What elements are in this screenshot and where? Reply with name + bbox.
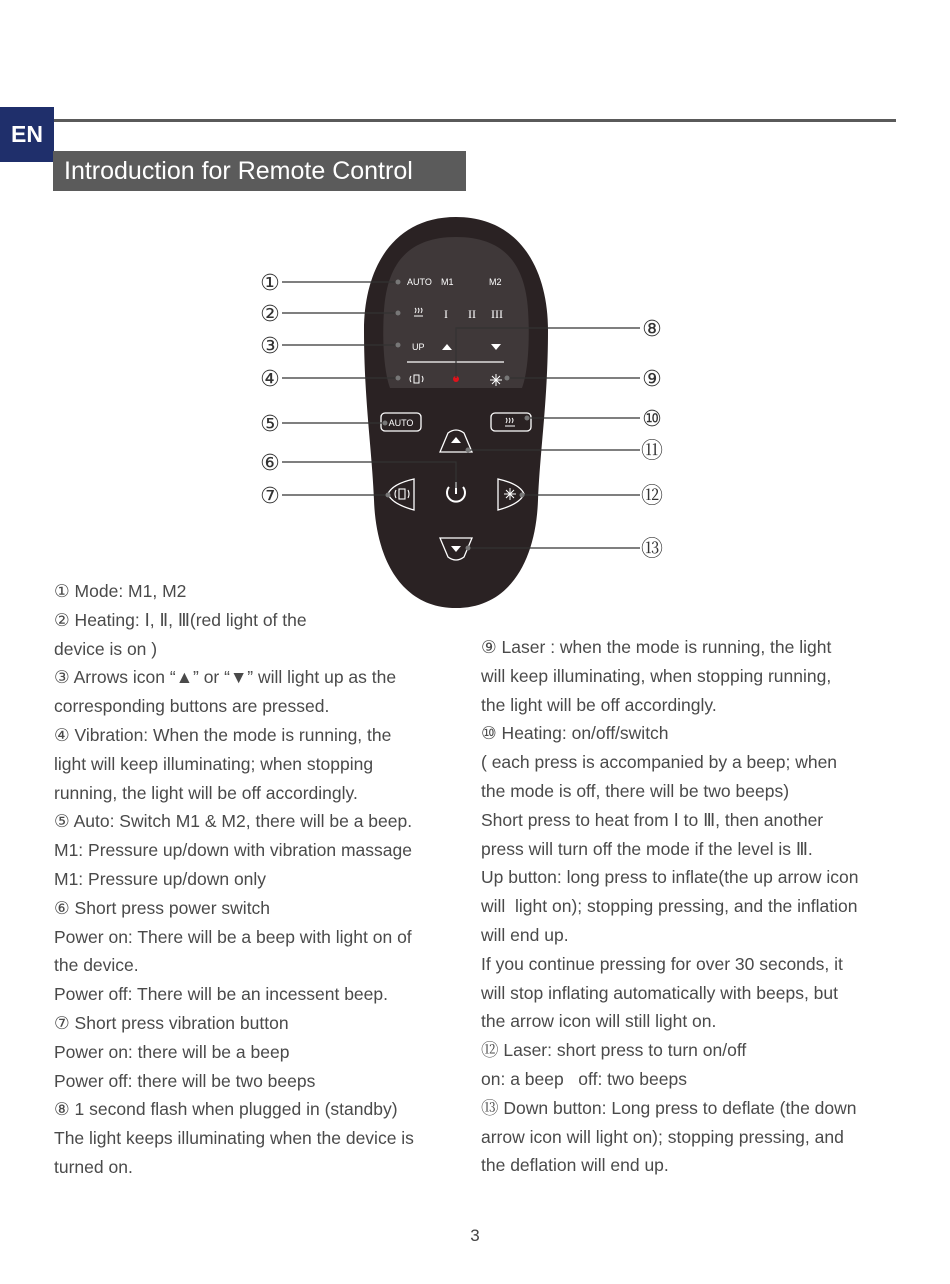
text-line: Up button: long press to inflate(the up arrow icon bbox=[481, 867, 859, 888]
text-line: light will keep illuminating; when stopping bbox=[54, 753, 374, 774]
language-tab: EN bbox=[0, 107, 54, 162]
callout-8: ⑧ bbox=[642, 317, 662, 342]
page-number: 3 bbox=[470, 1226, 480, 1245]
heat-button[interactable] bbox=[491, 413, 531, 431]
text-line: The light keeps illuminating when the device is bbox=[54, 1128, 414, 1149]
screen-auto-label: AUTO bbox=[407, 277, 432, 287]
callout-11: ⑪ bbox=[640, 439, 664, 464]
text-line: press will turn off the mode if the level is Ⅲ. bbox=[481, 838, 813, 859]
left-description-column bbox=[54, 577, 464, 1182]
text-line: device is on ) bbox=[54, 638, 158, 659]
text-line: ⑤ Auto: Switch M1 & M2, there will be a beep. bbox=[54, 811, 413, 832]
remote-diagram bbox=[0, 0, 950, 620]
text-line: ⑩ Heating: on/off/switch bbox=[481, 723, 669, 744]
text-line: ④ Vibration: When the mode is running, the bbox=[54, 724, 392, 745]
screen-level-1: I bbox=[444, 307, 448, 321]
screen-m1-label: M1 bbox=[441, 277, 454, 287]
text-line: the light will be off accordingly. bbox=[481, 694, 717, 715]
callout-4: ④ bbox=[260, 367, 280, 392]
text-line: on: a beep off: two beeps bbox=[481, 1068, 687, 1089]
text-line: M1: Pressure up/down only bbox=[54, 868, 267, 889]
text-line: ⑬ Down button: Long press to deflate (the down bbox=[481, 1097, 857, 1118]
callout-1: ① bbox=[260, 271, 280, 296]
screen-up-label: UP bbox=[412, 342, 425, 352]
callout-7: ⑦ bbox=[260, 484, 280, 509]
text-line: will end up. bbox=[481, 924, 569, 945]
callout-5: ⑤ bbox=[260, 412, 280, 437]
text-line: ② Heating: Ⅰ, Ⅱ, Ⅲ(red light of the bbox=[54, 609, 307, 630]
text-line: ① Mode: M1, M2 bbox=[54, 581, 187, 601]
callout-10: ⑩ bbox=[642, 407, 662, 432]
text-line: ⑦ Short press vibration button bbox=[54, 1012, 289, 1033]
text-line: turned on. bbox=[54, 1156, 133, 1177]
callout-6: ⑥ bbox=[260, 451, 280, 476]
callout-2: ② bbox=[260, 302, 280, 327]
screen-m2-label: M2 bbox=[489, 277, 502, 287]
text-line: the mode is off, there will be two beeps) bbox=[481, 780, 790, 801]
text-line: the device. bbox=[54, 955, 139, 976]
text-line: Power on: there will be a beep bbox=[54, 1041, 290, 1062]
text-line: arrow icon will light on); stopping pressing, and bbox=[481, 1126, 844, 1147]
text-line: Power off: there will be two beeps bbox=[54, 1070, 316, 1091]
callout-3: ③ bbox=[260, 334, 280, 359]
text-line: M1: Pressure up/down with vibration massage bbox=[54, 840, 412, 861]
text-line: ⑧ 1 second flash when plugged in (standby) bbox=[54, 1099, 398, 1120]
screen-level-2: II bbox=[468, 307, 476, 321]
text-line: ⑥ Short press power switch bbox=[54, 897, 271, 918]
text-line: will keep illuminating, when stopping running, bbox=[481, 665, 832, 686]
text-line: Power on: There will be a beep with light on of bbox=[54, 926, 412, 947]
text-line: will light on); stopping pressing, and the inflation bbox=[481, 896, 858, 917]
text-line: will stop inflating automatically with beeps, but bbox=[481, 982, 838, 1003]
text-line: the deflation will end up. bbox=[481, 1155, 669, 1176]
text-line: ③ Arrows icon “▲” or “▼” will light up as the bbox=[54, 667, 397, 688]
text-line: If you continue pressing for over 30 seconds, it bbox=[481, 953, 843, 974]
text-line: ⑨ Laser : when the mode is running, the light bbox=[481, 637, 832, 657]
text-line: Short press to heat from Ⅰ to Ⅲ, then another bbox=[481, 809, 824, 830]
text-line: running, the light will be off accordingly. bbox=[54, 782, 358, 803]
text-line: the arrow icon will still light on. bbox=[481, 1011, 717, 1032]
callout-13: ⑬ bbox=[640, 537, 664, 562]
screen-level-3: III bbox=[491, 307, 503, 321]
right-description-column bbox=[481, 633, 901, 1180]
auto-button-label: AUTO bbox=[388, 418, 414, 428]
text-line: ⑫ Laser: short press to turn on/off bbox=[481, 1040, 747, 1061]
text-line: corresponding buttons are pressed. bbox=[54, 696, 330, 717]
callout-9: ⑨ bbox=[642, 367, 662, 392]
page-title: Introduction for Remote Control bbox=[53, 151, 466, 191]
text-line: Power off: There will be an incessent beep. bbox=[54, 984, 388, 1005]
callout-12: ⑫ bbox=[640, 484, 664, 509]
text-line: ( each press is accompanied by a beep; when bbox=[481, 752, 838, 773]
